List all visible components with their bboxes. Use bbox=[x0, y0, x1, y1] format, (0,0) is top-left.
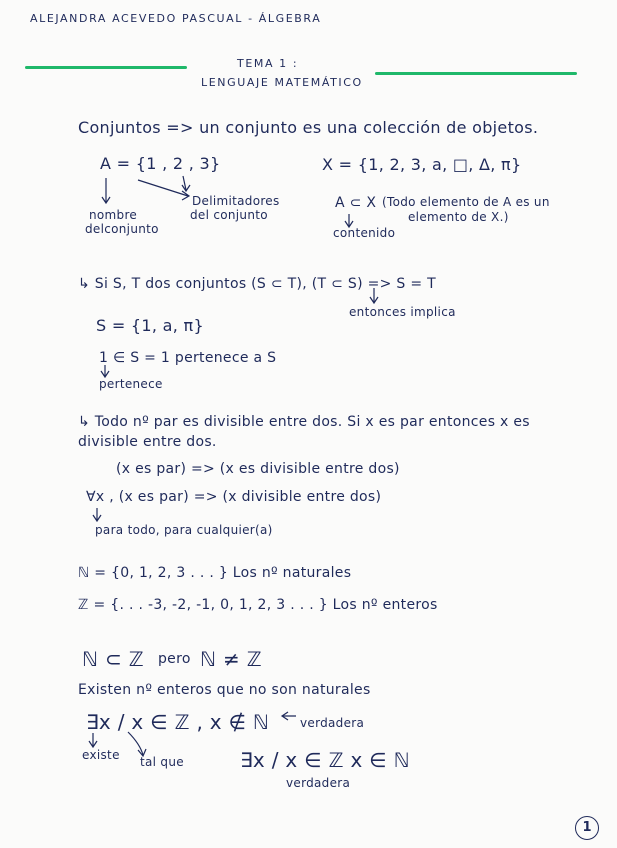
exists-statement-2: ∃x / x ∈ ℤ x ∈ ℕ bbox=[240, 748, 410, 772]
arrow-delimitadores bbox=[138, 180, 189, 200]
del-conjunto-label: delconjunto bbox=[85, 222, 159, 236]
subset-note-line-1: (Todo elemento de A es un bbox=[382, 195, 550, 209]
par-statement-line-1: ↳ Todo nº par es divisible entre dos. Si x es par entonces x es bbox=[78, 414, 530, 430]
delimitadores-label: Delimitadores bbox=[192, 194, 280, 208]
tema-number: TEMA 1 : bbox=[237, 57, 299, 70]
set-a-expression: A = {1 , 2 , 3} bbox=[100, 154, 221, 173]
subset-a-x: A ⊂ X bbox=[335, 195, 377, 211]
tal-que-label: tal que bbox=[140, 755, 184, 769]
par-statement-line-2: divisible entre dos. bbox=[78, 434, 217, 450]
par-implication: (x es par) => (x es divisible entre dos) bbox=[116, 461, 400, 477]
nombre-label: nombre bbox=[89, 208, 138, 222]
set-s-expression: S = {1, a, π} bbox=[96, 316, 204, 335]
green-rule-left bbox=[25, 66, 187, 69]
arrow-pertenece bbox=[101, 365, 109, 377]
forall-statement: ∀x , (x es par) => (x divisible entre dos) bbox=[86, 489, 382, 505]
verdadera-label-1: verdadera bbox=[300, 716, 365, 730]
arrow-existe bbox=[89, 733, 97, 747]
enteros-set: ℤ = {. . . -3, -2, -1, 0, 1, 2, 3 . . . } Los nº enteros bbox=[78, 597, 438, 613]
subset-note-line-2: elemento de X.) bbox=[408, 210, 509, 224]
arrow-verdadera-1 bbox=[282, 712, 296, 720]
contenido-label: contenido bbox=[333, 226, 396, 240]
exists-statement-1: ∃x / x ∈ ℤ , x ∉ ℕ bbox=[86, 710, 270, 734]
conjuntos-definition: Conjuntos => un conjunto es una colección de objetos. bbox=[78, 118, 539, 137]
entonces-implica-label: entonces implica bbox=[349, 305, 456, 319]
n-subset-z: ℕ ⊂ ℤ bbox=[82, 647, 144, 671]
existe-label: existe bbox=[82, 748, 120, 762]
equal-sets-statement: ↳ Si S, T dos conjuntos (S ⊂ T), (T ⊂ S) => S = T bbox=[78, 276, 436, 292]
n-neq-z: ℕ ≠ ℤ bbox=[200, 647, 262, 671]
arrow-paratodo bbox=[93, 508, 101, 521]
pertenece-label: pertenece bbox=[99, 377, 163, 391]
del-conjunto-label-2: del conjunto bbox=[190, 208, 268, 222]
tema-title: LENGUAJE MATEMÁTICO bbox=[201, 76, 363, 89]
para-todo-label: para todo, para cualquier(a) bbox=[95, 523, 273, 537]
naturales-set: ℕ = {0, 1, 2, 3 . . . } Los nº naturales bbox=[78, 565, 352, 581]
arrow-delimitadores-2 bbox=[182, 176, 190, 191]
green-rule-right bbox=[375, 72, 577, 75]
pero-word: pero bbox=[158, 651, 191, 667]
author-subject-header: ALEJANDRA ACEVEDO PASCUAL - ÁLGEBRA bbox=[30, 12, 322, 25]
existen-statement: Existen nº enteros que no son naturales bbox=[78, 682, 371, 698]
arrow-nombre bbox=[102, 178, 110, 203]
verdadera-label-2: verdadera bbox=[286, 776, 351, 790]
page-number: 1 bbox=[575, 816, 599, 840]
set-x-expression: X = {1, 2, 3, a, □, Δ, π} bbox=[322, 155, 522, 174]
belongs-statement: 1 ∈ S = 1 pertenece a S bbox=[99, 350, 277, 366]
arrow-talque bbox=[128, 732, 146, 756]
